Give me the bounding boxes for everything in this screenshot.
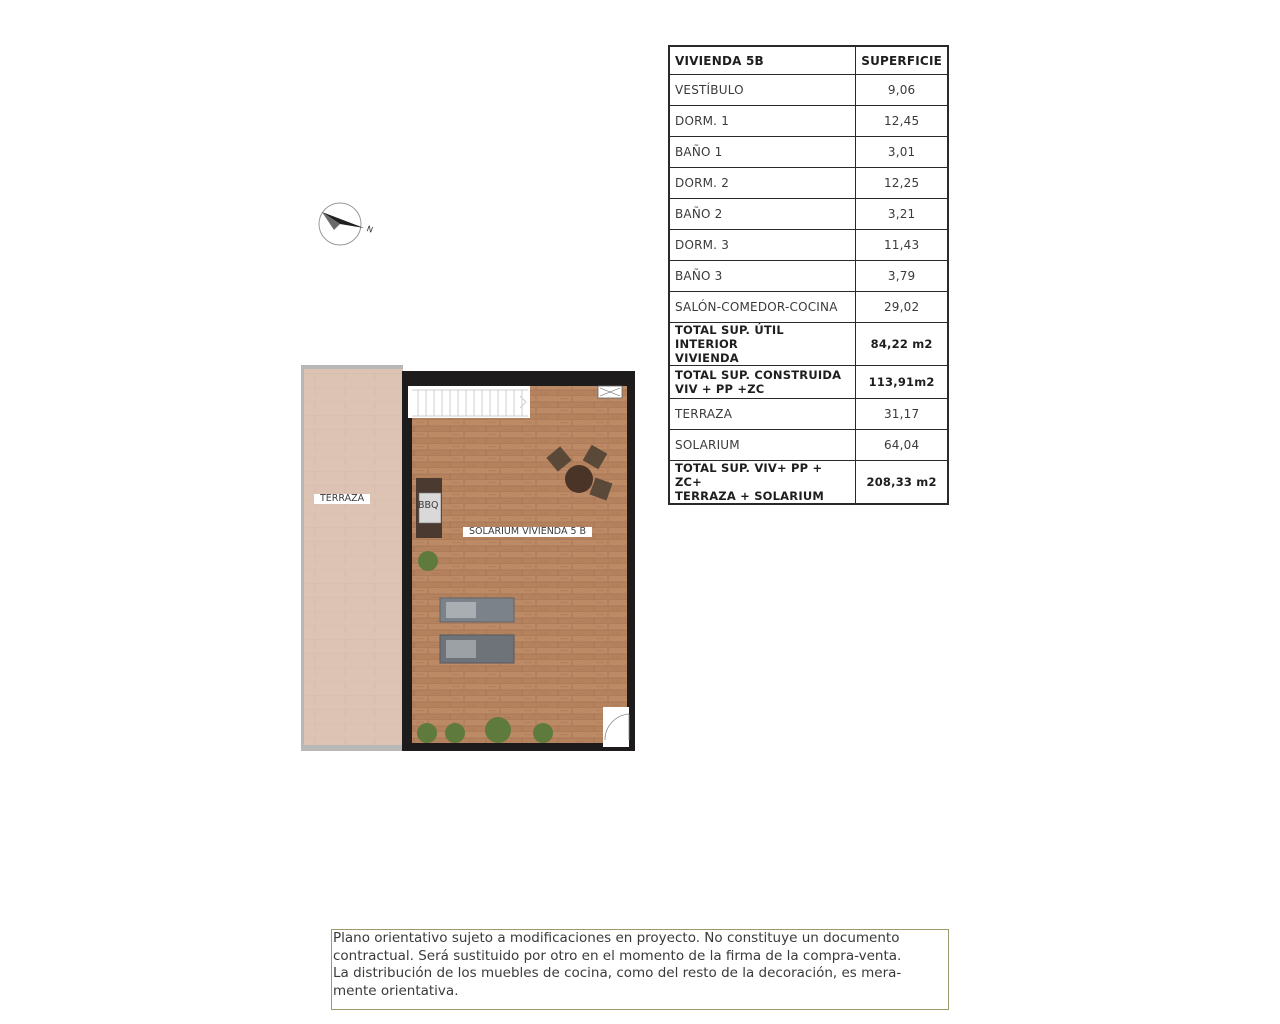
row-name: DORM. 2 [669,168,856,199]
table-row [669,168,948,199]
total-built-value: 113,91m2 [856,366,948,399]
table-row [669,399,948,430]
bbq-label: BBQ [418,500,439,511]
terraza-label: TERRAZA [314,494,370,504]
table-row [669,430,948,461]
disclaimer-line: La distribución de los muebles de cocina, como del resto de la decoración, es mera- [333,965,902,981]
row-name: BAÑO 3 [669,261,856,292]
table-row [669,137,948,168]
total-all-row [669,461,948,505]
total-all-line2: TERRAZA + SOLARIUM [675,489,824,503]
solarium-label: SOLARIUM VIVIENDA 5 B [463,527,592,537]
total-built-line1: TOTAL SUP. CONSTRUIDA [675,368,842,382]
row-name: VESTÍBULO [669,75,856,106]
total-built-label [669,366,856,399]
terrace-bottom-edge [303,745,403,751]
lounger-cushion [446,602,476,618]
row-name: BAÑO 2 [669,199,856,230]
terrace-top-edge [303,365,403,369]
total-all-line1: TOTAL SUP. VIV+ PP + ZC+ [675,461,823,489]
row-name: TERRAZA [669,399,856,430]
row-name: DORM. 1 [669,106,856,137]
disclaimer-line: Plano orientativo sujeto a modificaciones en proyecto. No constituye un documento [333,930,900,946]
solarium-deck [412,386,627,743]
row-value: 3,21 [856,199,948,230]
total-interior-row [669,323,948,366]
table-header-name: VIVIENDA 5B [669,46,856,75]
table-row [669,75,948,106]
row-name: SOLARIUM [669,430,856,461]
left-wall [404,418,412,748]
total-interior-line2: VIVIENDA [675,351,739,365]
disclaimer-box [331,929,949,1010]
compass-letter: N [365,224,375,235]
total-built-line2: VIV + PP +ZC [675,382,765,396]
row-value: 64,04 [856,430,948,461]
surface-table [668,45,949,505]
row-value: 12,45 [856,106,948,137]
table-header-row [669,46,948,75]
row-value: 31,17 [856,399,948,430]
disclaimer-line: contractual. Será sustituido por otro en el momento de la firma de la compra-venta. [333,947,902,964]
row-name: BAÑO 1 [669,137,856,168]
total-interior-label [669,323,856,366]
round-table [565,465,593,493]
row-value: 29,02 [856,292,948,323]
total-interior-value: 84,22 m2 [856,323,948,366]
disclaimer-line: mente orientativa. [333,982,459,999]
row-value: 3,79 [856,261,948,292]
row-name: SALÓN-COMEDOR-COCINA [669,292,856,323]
row-value: 11,43 [856,230,948,261]
terrace-area [303,366,403,751]
north-arrow-icon [318,202,378,246]
table-row [669,261,948,292]
table-header-value: SUPERFICIE [856,46,948,75]
table-row [669,230,948,261]
table-row [669,292,948,323]
total-all-value: 208,33 m2 [856,461,948,505]
row-value: 12,25 [856,168,948,199]
total-all-label [669,461,856,505]
terrace-left-edge [301,365,304,751]
table-row [669,199,948,230]
solarium-floor-plan [300,360,640,760]
total-built-row [669,366,948,399]
table-row [669,106,948,137]
lounger-cushion [446,640,476,658]
row-value: 3,01 [856,137,948,168]
row-value: 9,06 [856,75,948,106]
plan-drawing [300,360,640,760]
total-interior-line1: TOTAL SUP. ÚTIL INTERIOR [675,323,784,351]
row-name: DORM. 3 [669,230,856,261]
door-opening [603,707,629,747]
